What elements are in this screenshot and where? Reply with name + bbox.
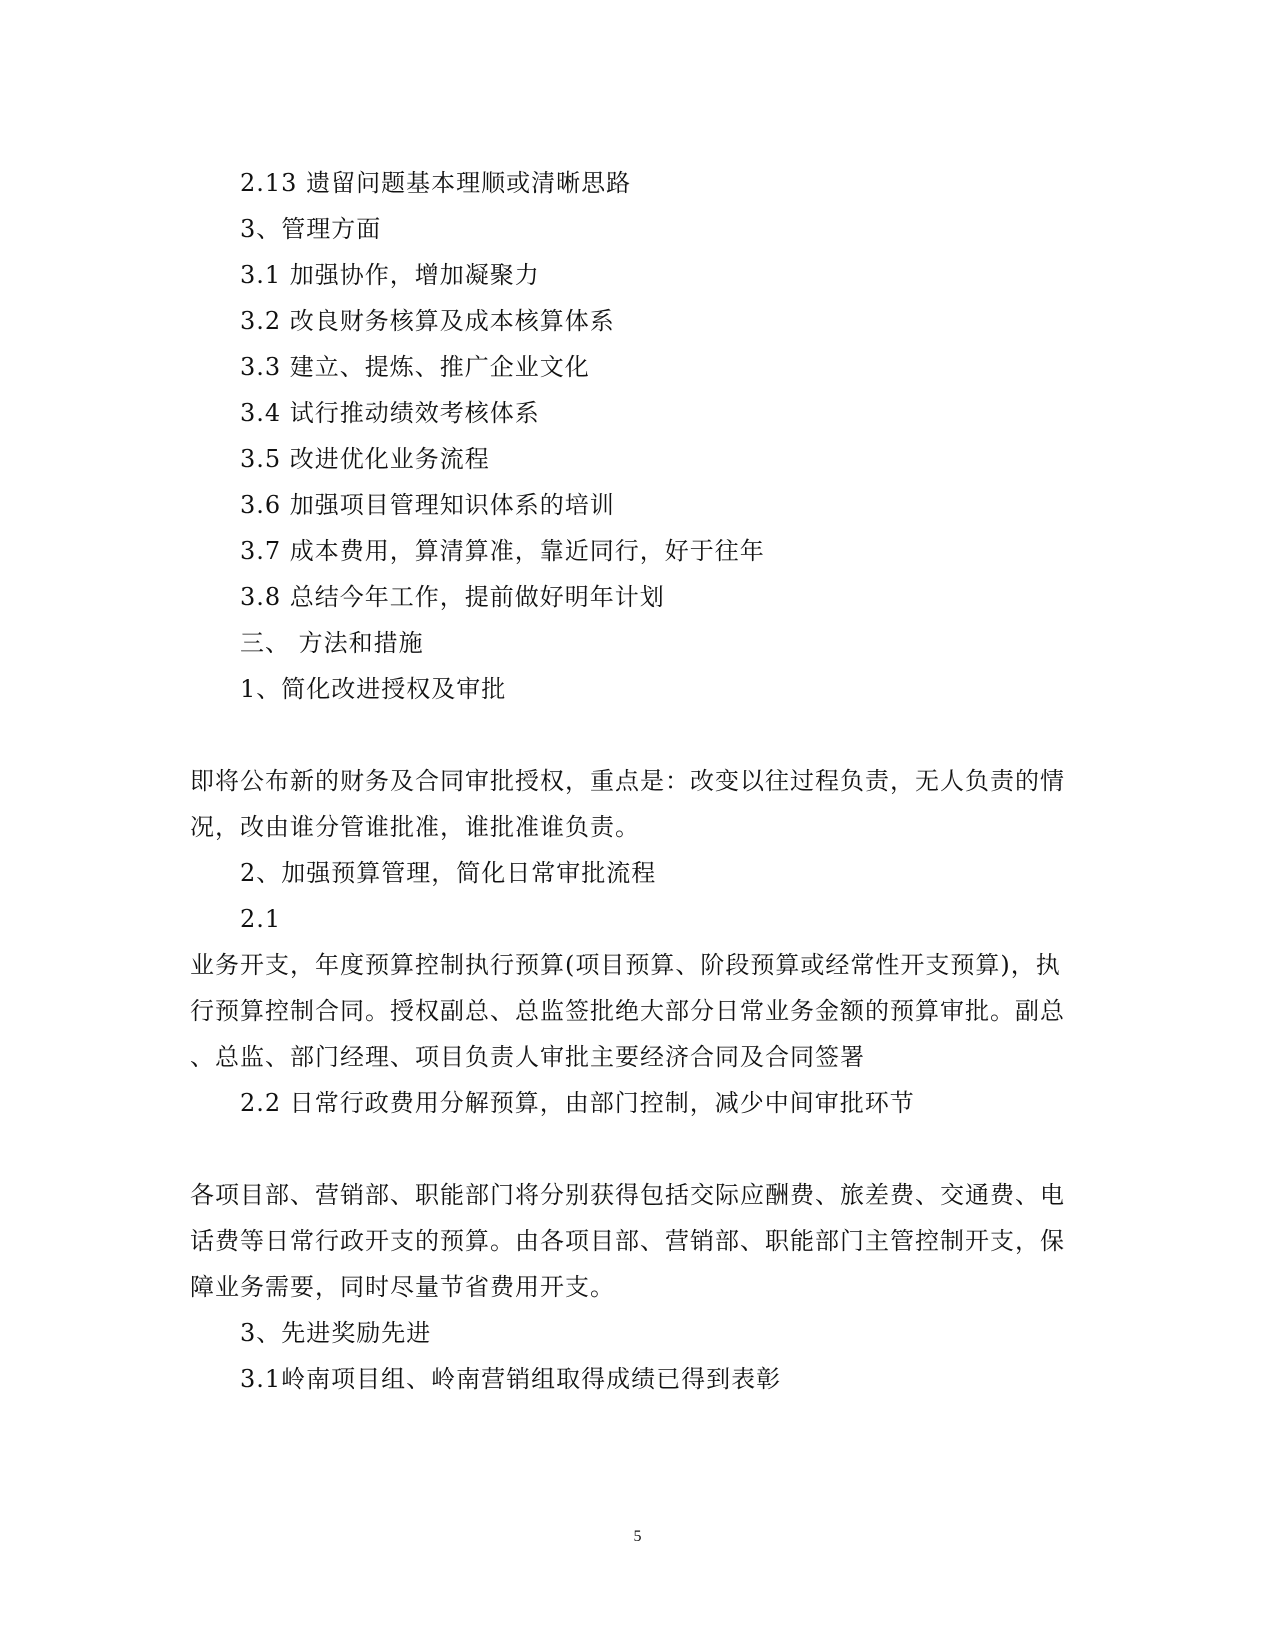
page-number: 5 xyxy=(633,1528,642,1545)
paragraph-line: 即将公布新的财务及合同审批授权，重点是：改变以往过程负责，无人负责的情 xyxy=(190,767,1065,795)
item-3-4: 3.4 试行推动绩效考核体系 xyxy=(240,399,540,427)
item-2-1: 2.1 xyxy=(240,905,282,933)
chapter-three-heading: 三、 方法和措施 xyxy=(240,629,424,657)
item-3-3: 3.3 建立、提炼、推广企业文化 xyxy=(240,353,590,381)
measure-3-heading: 3、先进奖励先进 xyxy=(240,1319,432,1347)
measure-1-heading: 1、简化改进授权及审批 xyxy=(240,675,507,703)
item-3-2: 3.2 改良财务核算及成本核算体系 xyxy=(240,307,615,335)
paragraph-line: 业务开支，年度预算控制执行预算(项目预算、阶段预算或经常性开支预算)，执 xyxy=(190,951,1061,979)
paragraph-line: 况，改由谁分管谁批准，谁批准谁负责。 xyxy=(190,813,640,841)
item-2-13: 2.13 遗留问题基本理顺或清晰思路 xyxy=(240,169,632,197)
paragraph-line: 、总监、部门经理、项目负责人审批主要经济合同及合同签署 xyxy=(190,1043,865,1071)
paragraph-line: 各项目部、营销部、职能部门将分别获得包括交际应酬费、旅差费、交通费、电 xyxy=(190,1181,1065,1209)
item-3-7: 3.7 成本费用，算清算准，靠近同行，好于往年 xyxy=(240,537,765,565)
item-3-1: 3.1 加强协作，增加凝聚力 xyxy=(240,261,540,289)
item-3-6: 3.6 加强项目管理知识体系的培训 xyxy=(240,491,615,519)
paragraph-line: 话费等日常行政开支的预算。由各项目部、营销部、职能部门主管控制开支，保 xyxy=(190,1227,1065,1255)
item-3-1-award: 3.1岭南项目组、岭南营销组取得成绩已得到表彰 xyxy=(240,1365,782,1393)
paragraph-line: 行预算控制合同。授权副总、总监签批绝大部分日常业务金额的预算审批。副总 xyxy=(190,997,1065,1025)
item-2-2: 2.2 日常行政费用分解预算，由部门控制，减少中间审批环节 xyxy=(240,1089,915,1117)
item-3-8: 3.8 总结今年工作，提前做好明年计划 xyxy=(240,583,665,611)
measure-2-heading: 2、加强预算管理，简化日常审批流程 xyxy=(240,859,657,887)
item-3-5: 3.5 改进优化业务流程 xyxy=(240,445,490,473)
paragraph-line: 障业务需要，同时尽量节省费用开支。 xyxy=(190,1273,615,1301)
section-3-heading: 3、管理方面 xyxy=(240,215,382,243)
